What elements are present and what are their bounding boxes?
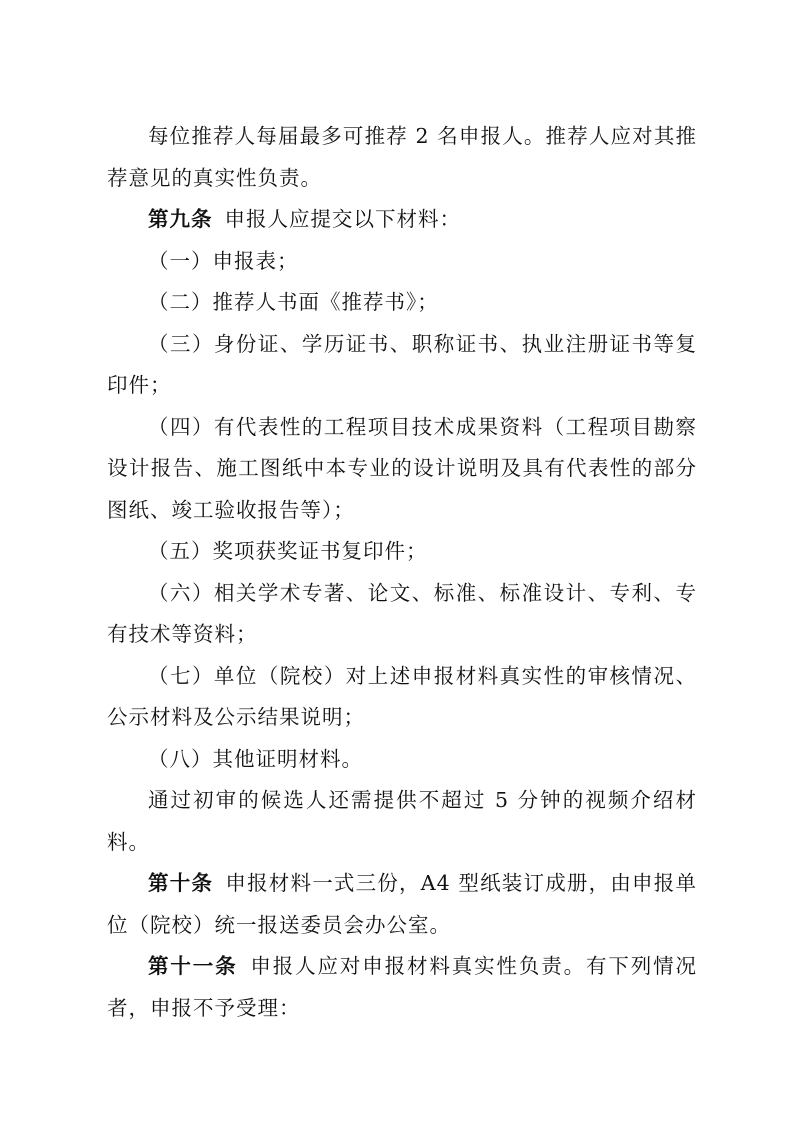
paragraph-text: 申报材料一式三份，A4 型纸装订成册，由申报单位（院校）统一报送委员会办公室。 bbox=[107, 871, 697, 937]
paragraph-video-requirement bbox=[107, 780, 697, 863]
article-number: 第十一条 bbox=[148, 954, 238, 978]
list-item-2 bbox=[107, 282, 697, 324]
article-number: 第九条 bbox=[148, 207, 213, 231]
article-number: 第十条 bbox=[148, 871, 214, 895]
document-body bbox=[107, 116, 697, 1029]
paragraph-text: （四）有代表性的工程项目技术成果资料（工程项目勘察设计报告、施工图纸中本专业的设计说明及具有代表性的部分图纸、竣工验收报告等）； bbox=[107, 414, 697, 522]
paragraph-text: 申报人应提交以下材料： bbox=[224, 207, 461, 231]
list-item-5 bbox=[107, 531, 697, 573]
paragraph-text: （一）申报表； bbox=[148, 248, 299, 273]
paragraph-article-11 bbox=[107, 946, 697, 1029]
paragraph-text: （六）相关学术专著、论文、标准、标准设计、专利、专有技术等资料； bbox=[107, 580, 697, 646]
list-item-6 bbox=[107, 573, 697, 656]
list-item-8 bbox=[107, 739, 697, 781]
paragraph-text: （二）推荐人书面《推荐书》； bbox=[148, 290, 439, 314]
list-item-7 bbox=[107, 656, 697, 739]
list-item-1 bbox=[107, 241, 697, 283]
list-item-4 bbox=[107, 407, 697, 532]
paragraph-article-9 bbox=[107, 199, 697, 241]
paragraph-text: （七）单位（院校）对上述申报材料真实性的审核情况、公示材料及公示结果说明； bbox=[107, 663, 697, 729]
list-item-3 bbox=[107, 324, 697, 407]
paragraph-article-10 bbox=[107, 863, 697, 946]
paragraph-text: （五）奖项获奖证书复印件； bbox=[148, 539, 428, 563]
paragraph-text: 申报人应对申报材料真实性负责。有下列情况者，申报不予受理： bbox=[107, 954, 697, 1020]
paragraph-text: 每位推荐人每届最多可推荐 2 名申报人。推荐人应对其推荐意见的真实性负责。 bbox=[107, 124, 697, 190]
paragraph-text: 通过初审的候选人还需提供不超过 5 分钟的视频介绍材料。 bbox=[107, 788, 697, 854]
paragraph-text: （三）身份证、学历证书、职称证书、执业注册证书等复印件； bbox=[107, 331, 697, 397]
paragraph-recommender-limit bbox=[107, 116, 697, 199]
paragraph-text: （八）其他证明材料。 bbox=[148, 746, 363, 771]
